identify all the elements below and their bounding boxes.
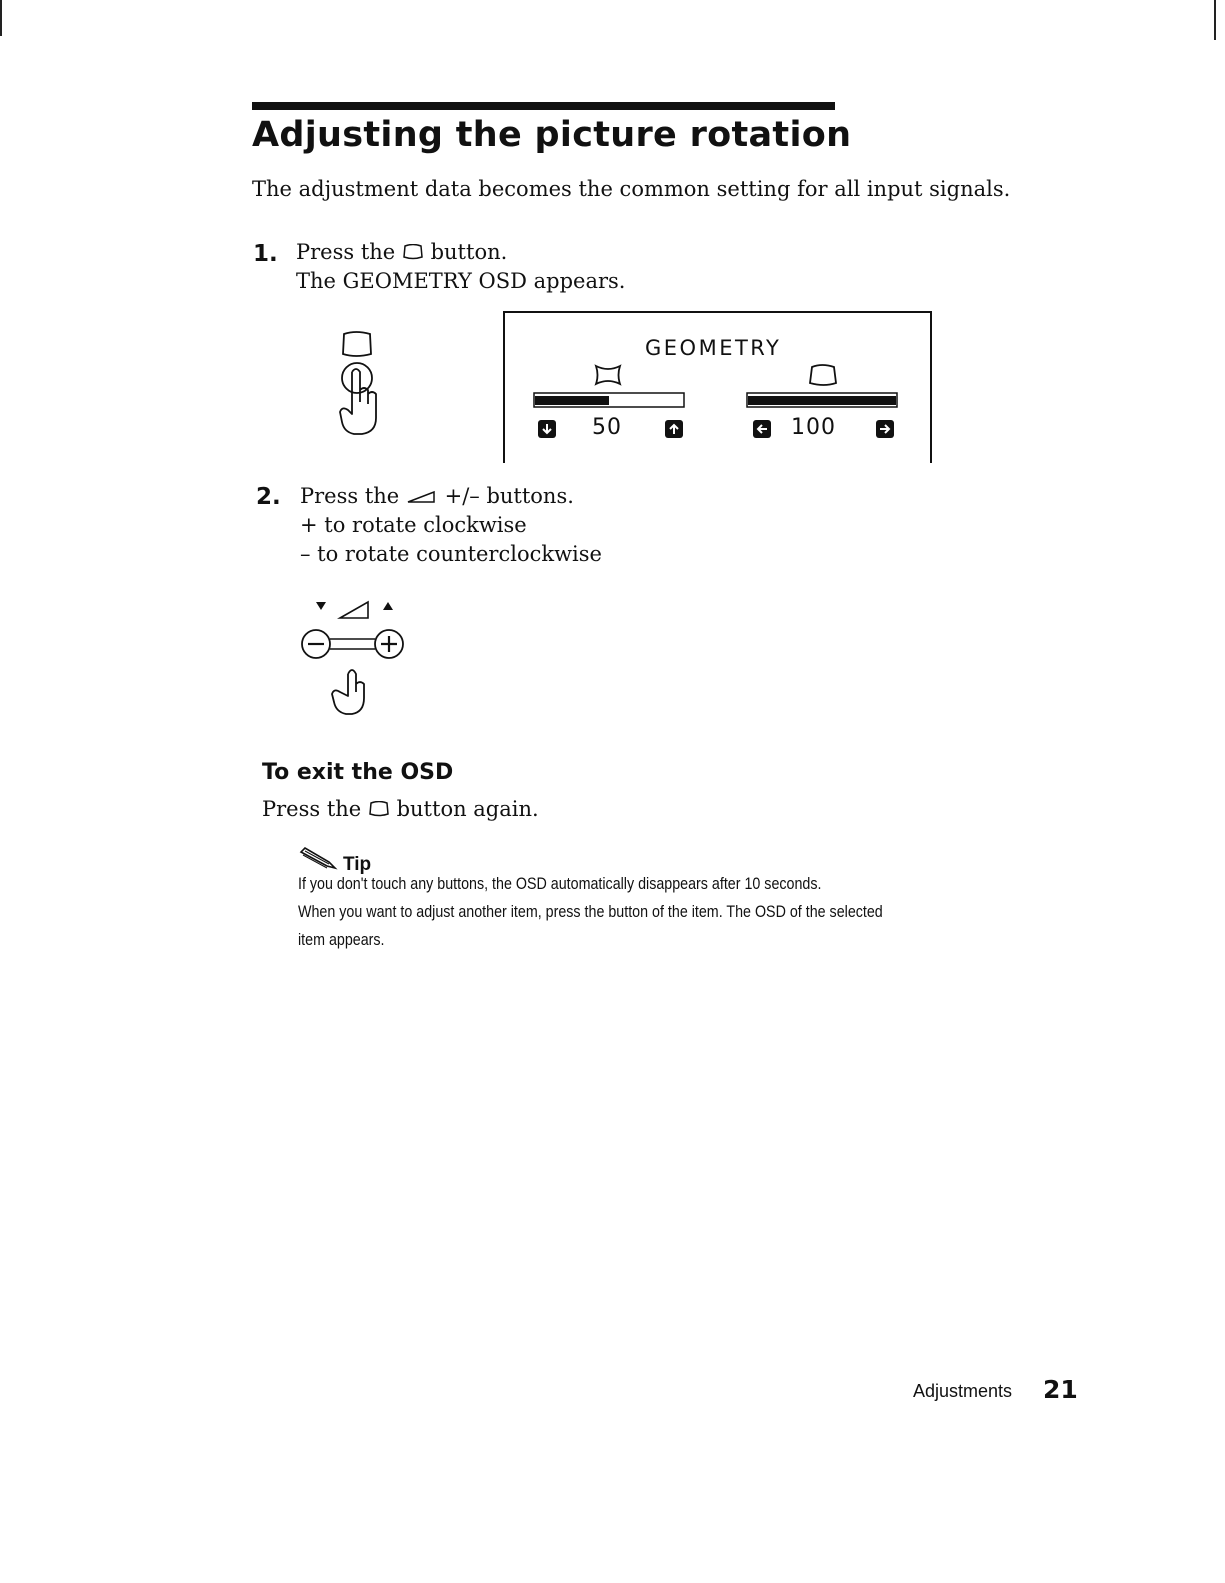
step-1-text xyxy=(296,238,625,296)
exit-instruction xyxy=(262,797,539,821)
left-level-bar xyxy=(532,390,692,410)
exit-after: button again. xyxy=(396,797,539,821)
geometry-button-icon xyxy=(343,332,371,356)
tip-line-3: item appears. xyxy=(298,930,385,949)
press-geometry-button-illustration xyxy=(328,328,398,440)
step-1-number: 1. xyxy=(253,241,278,267)
step-2-line1-after: +/– buttons. xyxy=(444,484,574,508)
scan-edge-left xyxy=(0,0,2,36)
exit-heading: To exit the OSD xyxy=(262,760,454,785)
geometry-button-icon xyxy=(402,244,424,260)
rotation-button-icon xyxy=(406,490,438,504)
rotation-button-icon xyxy=(340,602,368,618)
left-arrow-icon xyxy=(752,419,772,439)
intro-text: The adjustment data becomes the common setting for all input signals. xyxy=(252,177,1011,201)
pointing-hand-icon xyxy=(340,363,376,434)
osd-left-value: 50 xyxy=(592,415,622,440)
right-arrow-icon xyxy=(875,419,895,439)
pencil-icon xyxy=(297,846,339,872)
tip-line-2: When you want to adjust another item, press the button of the item. The OSD of the selected xyxy=(298,902,883,921)
rotation-icon xyxy=(804,363,840,387)
page-title: Adjusting the picture rotation xyxy=(252,115,852,155)
step-2-line3: – to rotate counterclockwise xyxy=(300,542,602,566)
step-1-line2: The GEOMETRY OSD appears. xyxy=(296,269,626,293)
down-triangle-icon xyxy=(316,602,326,610)
plus-button-icon xyxy=(375,630,403,658)
step-2-line2: + to rotate clockwise xyxy=(300,513,527,537)
osd-right-value: 100 xyxy=(791,415,836,440)
osd-title: GEOMETRY xyxy=(645,336,782,360)
scan-edge-right xyxy=(1214,0,1216,40)
geometry-button-icon xyxy=(368,801,390,817)
step-2-text xyxy=(300,482,602,569)
pointing-hand-icon xyxy=(332,670,364,714)
step-2-line1-before: Press the xyxy=(300,484,400,508)
up-arrow-icon xyxy=(664,419,684,439)
minus-button-icon xyxy=(302,630,330,658)
tip-line-1: If you don't touch any buttons, the OSD automatically disappears after 10 seconds. xyxy=(298,874,822,893)
right-level-bar xyxy=(745,390,905,410)
down-arrow-icon xyxy=(537,419,557,439)
exit-before: Press the xyxy=(262,797,362,821)
rotation-buttons-illustration xyxy=(296,596,416,718)
step-2-number: 2. xyxy=(256,484,281,510)
step-1-line1-after: button. xyxy=(430,240,508,264)
footer-section: Adjustments xyxy=(913,1381,1013,1401)
page-number: 21 xyxy=(1043,1375,1078,1404)
up-triangle-icon xyxy=(383,602,393,610)
step-1-line1-before: Press the xyxy=(296,240,396,264)
tip-label: Tip xyxy=(343,854,372,875)
title-rule xyxy=(252,102,835,110)
geometry-osd-window xyxy=(503,311,932,463)
pincushion-icon xyxy=(590,363,626,387)
